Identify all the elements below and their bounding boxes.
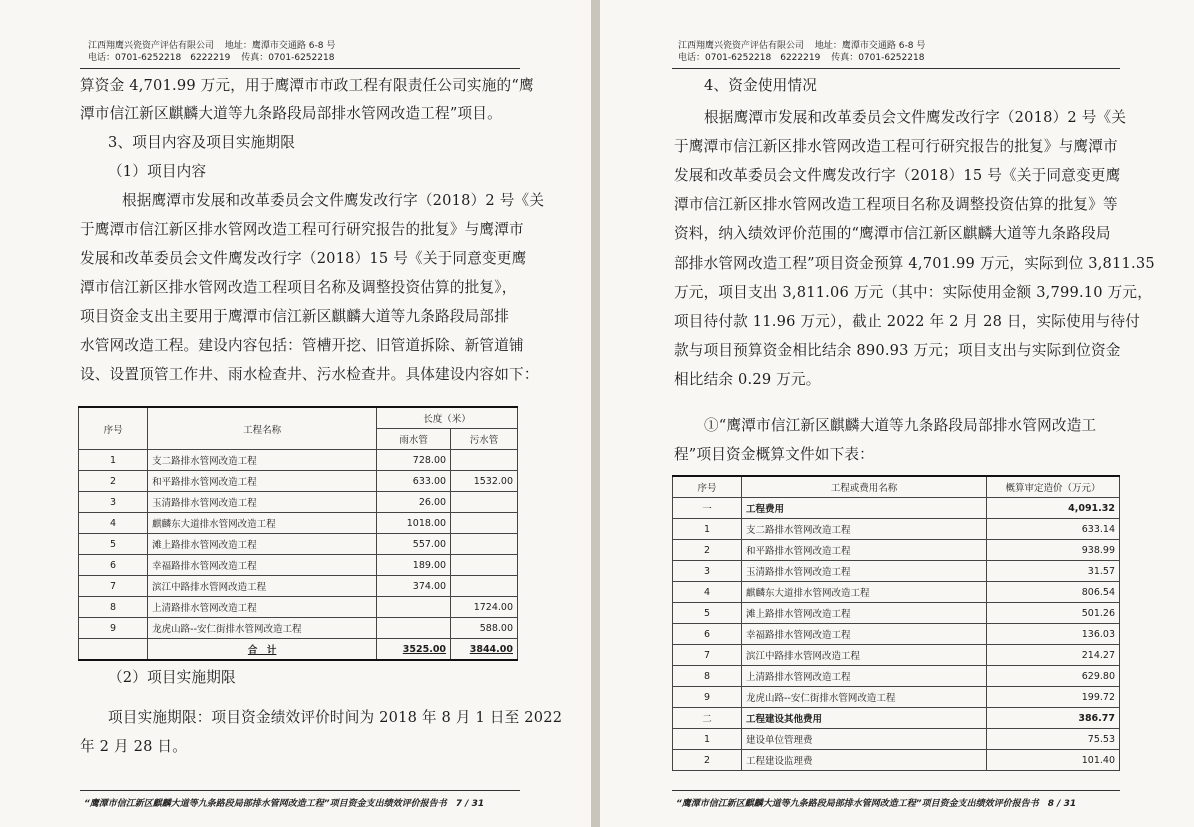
cell-name: 麒麟东大道排水管网改造工程 [148, 513, 377, 534]
header-company: 江西翔鹰兴瓷资产评估有限公司 [678, 41, 805, 51]
cell-name: 和平路排水管网改造工程 [742, 540, 987, 561]
paragraph-line: 年 2 月 28 日。 [80, 738, 187, 755]
footer-rule [80, 790, 520, 791]
cell-rain: 374.00 [377, 576, 451, 597]
table-row [673, 687, 1120, 708]
section-heading: 3、项目内容及项目实施期限 [108, 134, 296, 151]
cell-name: 支二路排水管网改造工程 [148, 450, 377, 471]
cell-amount: 75.53 [987, 729, 1120, 750]
cell-no: 1 [673, 519, 742, 540]
header-address: 地址：鹰潭市交通路 6-8 号 [224, 41, 336, 51]
paragraph-line: 设、设置顶管工作井、雨水检查井、污水检查井。具体建设内容如下： [80, 366, 539, 383]
cell-no [79, 639, 148, 661]
page-header [88, 40, 335, 64]
page-number: 8 / 31 [1047, 799, 1077, 809]
table-header-no: 序号 [673, 476, 742, 498]
cell-no: 3 [673, 561, 742, 582]
paragraph-line: 算资金 4,701.99 万元，用于鹰潭市市政工程有限责任公司实施的“鹰 [80, 77, 534, 94]
section-heading: 4、资金使用情况 [704, 77, 818, 94]
cell-no: 6 [79, 555, 148, 576]
table-row [673, 645, 1120, 666]
paragraph-line: 潭市信江新区排水管网改造工程项目名称及调整投资估算的批复》等 [674, 196, 1118, 213]
table-row [673, 561, 1120, 582]
cell-sewage [451, 534, 518, 555]
paragraph-line: 资料，纳入绩效评价范围的“鹰潭市信江新区麒麟大道等九条路段局 [674, 225, 1111, 242]
paragraph-line: 于鹰潭市信江新区排水管网改造工程可行研究报告的批复》与鹰潭市 [80, 221, 524, 238]
cell-name: 幸福路排水管网改造工程 [148, 555, 377, 576]
cell-no: 8 [79, 597, 148, 618]
cell-rain: 1018.00 [377, 513, 451, 534]
cell-name: 滨江中路排水管网改造工程 [148, 576, 377, 597]
document-page-8 [600, 0, 1194, 827]
table-row [79, 597, 518, 618]
paragraph-line: 根据鹰潭市发展和改革委员会文件鹰发改行字（2018）2 号《关 [704, 109, 1127, 126]
cell-no: 7 [673, 645, 742, 666]
header-company: 江西翔鹰兴瓷资产评估有限公司 [88, 41, 215, 51]
cell-name: 工程费用 [742, 498, 987, 519]
cell-no: 2 [79, 471, 148, 492]
pipe-length-table [78, 406, 518, 661]
cell-name: 玉清路排水管网改造工程 [148, 492, 377, 513]
cell-name: 玉清路排水管网改造工程 [742, 561, 987, 582]
table-row [673, 582, 1120, 603]
paragraph-line: 发展和改革委员会文件鹰发改行字（2018）15 号《关于同意变更鹰 [674, 167, 1121, 184]
table-row [79, 471, 518, 492]
table-header-sewage: 污水管 [451, 429, 518, 450]
header-phone: 电话：0701-6252218 6222219 [88, 53, 231, 63]
page-header [678, 40, 925, 64]
cell-rain: 557.00 [377, 534, 451, 555]
footer-title: “鹰潭市信江新区麒麟大道等九条路段局部排水管网改造工程”项目资金支出绩效评价报告书 [676, 799, 1039, 809]
table-row [673, 603, 1120, 624]
table-row [673, 666, 1120, 687]
cell-rain [377, 618, 451, 639]
paragraph-line: 水管网改造工程。建设内容包括：管槽开挖、旧管道拆除、新管道铺 [80, 337, 524, 354]
header-address: 地址：鹰潭市交通路 6-8 号 [814, 41, 926, 51]
cell-name: 上清路排水管网改造工程 [148, 597, 377, 618]
table-header-length: 长度（米） [377, 407, 518, 429]
cell-rain [377, 597, 451, 618]
cell-sewage: 1724.00 [451, 597, 518, 618]
cell-no: 1 [673, 729, 742, 750]
cell-name: 麒麟东大道排水管网改造工程 [742, 582, 987, 603]
page-number: 7 / 31 [455, 799, 485, 809]
cell-amount: 31.57 [987, 561, 1120, 582]
cell-name: 龙虎山路--安仁街排水管网改造工程 [742, 687, 987, 708]
cell-no: 4 [79, 513, 148, 534]
paragraph-line: 款与项目预算资金相比结余 890.93 万元；项目支出与实际到位资金 [674, 342, 1121, 359]
cell-no: 5 [79, 534, 148, 555]
paragraph-line: 程”项目资金概算文件如下表： [674, 446, 874, 463]
header-rule [80, 68, 520, 69]
cell-amount: 214.27 [987, 645, 1120, 666]
page-gutter [591, 0, 600, 827]
cell-no: 4 [673, 582, 742, 603]
cell-amount: 629.80 [987, 666, 1120, 687]
header-fax: 传真：0701-6252218 [241, 53, 335, 63]
cell-name: 工程建设其他费用 [742, 708, 987, 729]
table-row [79, 492, 518, 513]
total-label: 合 计 [247, 645, 277, 656]
table-row [79, 576, 518, 597]
table-header-name: 工程或费用名称 [742, 476, 987, 498]
paragraph-line: 项目资金支出主要用于鹰潭市信江新区麒麟大道等九条路段局部排 [80, 308, 510, 325]
cell-sewage [451, 492, 518, 513]
header-rule [672, 68, 1120, 69]
table-row [79, 555, 518, 576]
cell-sewage [451, 576, 518, 597]
cell-no: 3 [79, 492, 148, 513]
paragraph-line: 于鹰潭市信江新区排水管网改造工程可行研究报告的批复》与鹰潭市 [674, 138, 1118, 155]
total-rain: 3525.00 [402, 643, 447, 655]
table-header-rain: 雨水管 [377, 429, 451, 450]
page-footer [676, 796, 1076, 809]
cell-name: 建设单位管理费 [742, 729, 987, 750]
table-row [79, 534, 518, 555]
footer-rule [672, 790, 1120, 791]
cell-name: 滩上路排水管网改造工程 [148, 534, 377, 555]
cell-amount: 4,091.32 [987, 498, 1120, 519]
table-row [673, 729, 1120, 750]
cell-amount: 501.26 [987, 603, 1120, 624]
cell-amount: 199.72 [987, 687, 1120, 708]
cell-name: 滩上路排水管网改造工程 [742, 603, 987, 624]
cell-sewage [451, 555, 518, 576]
cell-no: 1 [79, 450, 148, 471]
paragraph-line: 部排水管网改造工程”项目资金预算 4,701.99 万元，实际到位 3,811.35 [674, 255, 1155, 272]
cell-rain: 189.00 [377, 555, 451, 576]
paragraph-line: 根据鹰潭市发展和改革委员会文件鹰发改行字（2018）2 号《关 [122, 192, 545, 209]
table-row [79, 450, 518, 471]
cell-amount: 101.40 [987, 750, 1120, 771]
paragraph-line: 潭市信江新区排水管网改造工程项目名称及调整投资估算的批复》， [80, 279, 517, 296]
cell-no: 2 [673, 540, 742, 561]
cell-name: 工程建设监理费 [742, 750, 987, 771]
cell-name: 支二路排水管网改造工程 [742, 519, 987, 540]
table-header-name: 工程名称 [148, 407, 377, 450]
cell-rain: 728.00 [377, 450, 451, 471]
subsection-heading: （2）项目实施期限 [108, 669, 236, 686]
footer-title: “鹰潭市信江新区麒麟大道等九条路段局部排水管网改造工程”项目资金支出绩效评价报告书 [84, 799, 447, 809]
total-sewage: 3844.00 [469, 643, 513, 655]
table-row [673, 624, 1120, 645]
table-row [673, 708, 1120, 729]
subsection-heading: （1）项目内容 [108, 163, 207, 180]
cell-no: 二 [673, 708, 742, 729]
paragraph-line: 万元，项目支出 3,811.06 万元（其中：实际使用金额 3,799.10 万元， [674, 284, 1152, 301]
cell-no: 一 [673, 498, 742, 519]
cell-rain: 633.00 [377, 471, 451, 492]
paragraph-line: 发展和改革委员会文件鹰发改行字（2018）15 号《关于同意变更鹰 [80, 250, 527, 267]
table-row [673, 750, 1120, 771]
paragraph-line: 潭市信江新区麒麟大道等九条路段局部排水管网改造工程”项目。 [80, 105, 502, 122]
cell-name: 幸福路排水管网改造工程 [742, 624, 987, 645]
cell-amount: 938.99 [987, 540, 1120, 561]
table-row [673, 540, 1120, 561]
cell-sewage [451, 450, 518, 471]
cell-no: 6 [673, 624, 742, 645]
cell-sewage [451, 513, 518, 534]
paragraph-line: 项目待付款 11.96 万元），截止 2022 年 2 月 28 日，实际使用与待付 [674, 313, 1141, 330]
cell-no: 5 [673, 603, 742, 624]
cell-no: 9 [79, 618, 148, 639]
table-row [79, 618, 518, 639]
table-row [79, 513, 518, 534]
budget-estimate-table [672, 475, 1120, 771]
cell-name: 滨江中路排水管网改造工程 [742, 645, 987, 666]
paragraph-line: ①“鹰潭市信江新区麒麟大道等九条路段局部排水管网改造工 [704, 417, 1097, 434]
paragraph-line: 相比结余 0.29 万元。 [674, 371, 821, 388]
cell-amount: 633.14 [987, 519, 1120, 540]
document-page-7 [0, 0, 591, 827]
table-row [673, 498, 1120, 519]
cell-no: 8 [673, 666, 742, 687]
cell-name: 龙虎山路--安仁街排水管网改造工程 [148, 618, 377, 639]
page-footer [84, 796, 484, 809]
table-header-amount: 概算审定造价（万元） [987, 476, 1120, 498]
header-fax: 传真：0701-6252218 [831, 53, 925, 63]
cell-amount: 806.54 [987, 582, 1120, 603]
cell-name: 上清路排水管网改造工程 [742, 666, 987, 687]
table-total-row [79, 639, 518, 661]
cell-no: 9 [673, 687, 742, 708]
table-row [673, 519, 1120, 540]
cell-no: 7 [79, 576, 148, 597]
cell-amount: 386.77 [987, 708, 1120, 729]
paragraph-line: 项目实施期限：项目资金绩效评价时间为 2018 年 8 月 1 日至 2022 [108, 709, 563, 726]
header-phone: 电话：0701-6252218 6222219 [678, 53, 821, 63]
cell-amount: 136.03 [987, 624, 1120, 645]
cell-sewage: 588.00 [451, 618, 518, 639]
cell-name: 和平路排水管网改造工程 [148, 471, 377, 492]
cell-sewage: 1532.00 [451, 471, 518, 492]
cell-rain: 26.00 [377, 492, 451, 513]
table-header-no: 序号 [79, 407, 148, 450]
cell-no: 2 [673, 750, 742, 771]
